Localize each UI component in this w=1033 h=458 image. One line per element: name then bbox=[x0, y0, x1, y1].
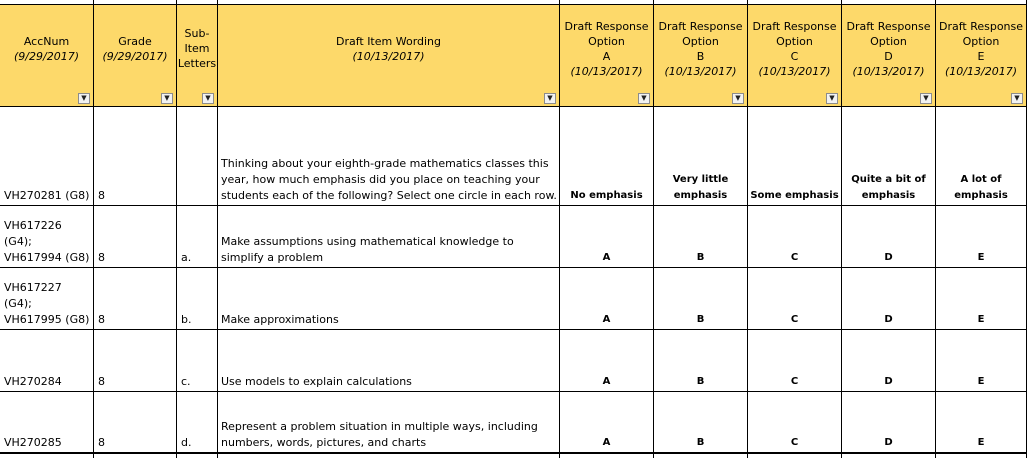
cell-response-option[interactable] bbox=[748, 206, 842, 268]
cell-response-option-text: B bbox=[696, 437, 705, 448]
cell-sub-item-text: b. bbox=[181, 313, 192, 326]
cell-response-option[interactable] bbox=[560, 206, 654, 268]
cell-grade-text: 8 bbox=[98, 251, 105, 264]
dropdown-arrow-icon: ▼ bbox=[81, 94, 87, 102]
filter-dropdown-button[interactable] bbox=[544, 93, 556, 104]
cell-accnum[interactable] bbox=[0, 206, 94, 268]
column-header-subtitle: (9/29/2017) bbox=[14, 49, 79, 63]
filter-dropdown-button[interactable] bbox=[202, 93, 214, 104]
filter-dropdown-button[interactable] bbox=[920, 93, 932, 104]
column-header-title: Draft Response Option E bbox=[938, 19, 1024, 63]
cell-response-option[interactable] bbox=[748, 330, 842, 392]
cell-response-option[interactable] bbox=[748, 107, 842, 206]
partial-row-bottom[interactable] bbox=[218, 453, 560, 458]
cell-response-option-text: E bbox=[977, 437, 985, 448]
column-header-subtitle: (10/13/2017) bbox=[352, 49, 425, 63]
cell-response-option-text: Some emphasis bbox=[750, 190, 839, 201]
cell-response-option[interactable] bbox=[560, 107, 654, 206]
cell-response-option[interactable] bbox=[654, 392, 748, 453]
partial-row-bottom[interactable] bbox=[748, 453, 842, 458]
cell-accnum[interactable] bbox=[0, 268, 94, 330]
cell-accnum[interactable] bbox=[0, 392, 94, 453]
cell-response-option-text: No emphasis bbox=[570, 190, 643, 201]
cell-sub-item[interactable] bbox=[177, 268, 218, 330]
cell-sub-item[interactable] bbox=[177, 330, 218, 392]
dropdown-arrow-icon: ▼ bbox=[164, 94, 170, 102]
partial-row-bottom[interactable] bbox=[560, 453, 654, 458]
cell-response-option-text: D bbox=[884, 314, 893, 325]
filter-dropdown-button[interactable] bbox=[638, 93, 650, 104]
filter-dropdown-button[interactable] bbox=[1011, 93, 1023, 104]
cell-grade[interactable] bbox=[94, 268, 177, 330]
cell-response-option-text: B bbox=[696, 314, 705, 325]
cell-response-option[interactable] bbox=[748, 392, 842, 453]
cell-sub-item-text: d. bbox=[181, 436, 192, 449]
column-header-subtitle: (9/29/2017) bbox=[102, 49, 168, 63]
column-header-subtitle: (10/13/2017) bbox=[945, 64, 1017, 78]
cell-response-option[interactable] bbox=[936, 107, 1027, 206]
cell-response-option-text: C bbox=[790, 376, 799, 387]
cell-response-option[interactable] bbox=[654, 107, 748, 206]
partial-row-bottom[interactable] bbox=[936, 453, 1027, 458]
cell-item-wording[interactable] bbox=[218, 330, 560, 392]
cell-response-option-text: B bbox=[696, 252, 705, 263]
cell-response-option[interactable] bbox=[654, 330, 748, 392]
dropdown-arrow-icon: ▼ bbox=[735, 94, 741, 102]
cell-grade-text: 8 bbox=[98, 313, 105, 326]
column-header[interactable] bbox=[94, 5, 177, 107]
column-header-subtitle: (10/13/2017) bbox=[664, 64, 737, 78]
cell-item-wording-text: Make approximations bbox=[221, 313, 339, 326]
cell-sub-item[interactable] bbox=[177, 392, 218, 453]
cell-accnum[interactable] bbox=[0, 107, 94, 206]
column-header[interactable] bbox=[177, 5, 218, 107]
dropdown-arrow-icon: ▼ bbox=[829, 94, 835, 102]
cell-response-option[interactable] bbox=[842, 107, 936, 206]
cell-response-option[interactable] bbox=[842, 268, 936, 330]
filter-dropdown-button[interactable] bbox=[161, 93, 173, 104]
cell-grade[interactable] bbox=[94, 330, 177, 392]
partial-row-bottom[interactable] bbox=[0, 453, 94, 458]
partial-row-bottom[interactable] bbox=[842, 453, 936, 458]
cell-response-option-text: E bbox=[977, 314, 985, 325]
dropdown-arrow-icon: ▼ bbox=[547, 94, 553, 102]
cell-accnum-text: VH270281 (G8) bbox=[4, 189, 90, 202]
cell-response-option[interactable] bbox=[560, 392, 654, 453]
dropdown-arrow-icon: ▼ bbox=[923, 94, 929, 102]
dropdown-arrow-icon: ▼ bbox=[641, 94, 647, 102]
cell-accnum[interactable] bbox=[0, 330, 94, 392]
column-header-title: Draft Response Option D bbox=[846, 19, 931, 63]
column-header-title: Sub- Item Letters bbox=[177, 27, 217, 70]
cell-item-wording-text: Make assumptions using mathematical knowledge to simplify a problem bbox=[221, 235, 514, 264]
cell-item-wording[interactable] bbox=[218, 392, 560, 453]
filter-dropdown-button[interactable] bbox=[732, 93, 744, 104]
cell-grade-text: 8 bbox=[98, 436, 105, 449]
column-header-title: AccNum bbox=[23, 34, 70, 48]
cell-accnum-text: VH617227 (G4); VH617995 (G8) bbox=[4, 281, 90, 326]
cell-grade-text: 8 bbox=[98, 375, 105, 388]
cell-item-wording[interactable] bbox=[218, 268, 560, 330]
cell-response-option[interactable] bbox=[748, 268, 842, 330]
cell-response-option-text: D bbox=[884, 437, 893, 448]
cell-response-option[interactable] bbox=[936, 206, 1027, 268]
cell-accnum-text: VH617226 (G4); VH617994 (G8) bbox=[4, 219, 90, 264]
cell-response-option-text: E bbox=[977, 252, 985, 263]
filter-dropdown-button[interactable] bbox=[78, 93, 90, 104]
dropdown-arrow-icon: ▼ bbox=[205, 94, 211, 102]
cell-sub-item-text: a. bbox=[181, 251, 192, 264]
cell-response-option-text: B bbox=[696, 376, 705, 387]
column-header[interactable] bbox=[560, 5, 654, 107]
cell-grade[interactable] bbox=[94, 107, 177, 206]
column-header[interactable] bbox=[654, 5, 748, 107]
cell-response-option-text: C bbox=[790, 314, 799, 325]
cell-response-option-text: A bbox=[602, 376, 611, 387]
cell-response-option[interactable] bbox=[560, 268, 654, 330]
cell-response-option[interactable] bbox=[842, 392, 936, 453]
partial-row-bottom[interactable] bbox=[94, 453, 177, 458]
column-header[interactable] bbox=[936, 5, 1027, 107]
cell-grade-text: 8 bbox=[98, 189, 105, 202]
partial-row-bottom[interactable] bbox=[654, 453, 748, 458]
cell-grade[interactable] bbox=[94, 392, 177, 453]
column-header-subtitle: (10/13/2017) bbox=[852, 64, 925, 78]
cell-response-option[interactable] bbox=[654, 206, 748, 268]
cell-response-option[interactable] bbox=[936, 330, 1027, 392]
column-header-title: Draft Response Option C bbox=[752, 19, 837, 63]
cell-response-option-text: C bbox=[790, 252, 799, 263]
cell-sub-item[interactable] bbox=[177, 107, 218, 206]
cell-response-option[interactable] bbox=[936, 392, 1027, 453]
cell-sub-item-text: c. bbox=[181, 375, 191, 388]
cell-response-option-text: Very little emphasis bbox=[672, 174, 729, 201]
cell-response-option-text: A bbox=[602, 252, 611, 263]
cell-response-option[interactable] bbox=[654, 268, 748, 330]
column-header-subtitle: (10/13/2017) bbox=[570, 64, 643, 78]
filter-dropdown-button[interactable] bbox=[826, 93, 838, 104]
cell-accnum-text: VH270285 bbox=[4, 436, 62, 449]
cell-response-option-text: E bbox=[977, 376, 985, 387]
column-header[interactable] bbox=[842, 5, 936, 107]
cell-response-option-text: A bbox=[602, 437, 611, 448]
cell-sub-item[interactable] bbox=[177, 206, 218, 268]
column-header-title: Draft Response Option A bbox=[564, 19, 649, 63]
column-header[interactable] bbox=[218, 5, 560, 107]
column-header[interactable] bbox=[748, 5, 842, 107]
column-header-title: Draft Item Wording bbox=[335, 34, 442, 48]
cell-response-option[interactable] bbox=[842, 206, 936, 268]
cell-item-wording[interactable] bbox=[218, 206, 560, 268]
cell-item-wording-text: Represent a problem situation in multiple ways, including numbers, words, pictures, and charts bbox=[221, 420, 538, 449]
cell-item-wording-text: Thinking about your eighth-grade mathematics classes this year, how much emphasis did you place on teaching your students each of the following? Select one circle in each row. bbox=[221, 157, 557, 202]
cell-grade[interactable] bbox=[94, 206, 177, 268]
column-header[interactable] bbox=[0, 5, 94, 107]
cell-response-option-text: A lot of emphasis bbox=[954, 174, 1008, 201]
cell-item-wording-text: Use models to explain calculations bbox=[221, 375, 412, 388]
cell-item-wording[interactable] bbox=[218, 107, 560, 206]
partial-row-bottom[interactable] bbox=[177, 453, 218, 458]
cell-response-option-text: Quite a bit of emphasis bbox=[851, 174, 926, 201]
column-header-subtitle: (10/13/2017) bbox=[758, 64, 831, 78]
cell-response-option[interactable] bbox=[936, 268, 1027, 330]
cell-response-option-text: D bbox=[884, 252, 893, 263]
dropdown-arrow-icon: ▼ bbox=[1014, 94, 1020, 102]
column-header-title: Grade bbox=[118, 34, 152, 48]
cell-response-option[interactable] bbox=[842, 330, 936, 392]
cell-response-option-text: C bbox=[790, 437, 799, 448]
cell-response-option-text: D bbox=[884, 376, 893, 387]
cell-response-option-text: A bbox=[602, 314, 611, 325]
cell-accnum-text: VH270284 bbox=[4, 375, 62, 388]
column-header-title: Draft Response Option B bbox=[658, 19, 743, 63]
cell-response-option[interactable] bbox=[560, 330, 654, 392]
